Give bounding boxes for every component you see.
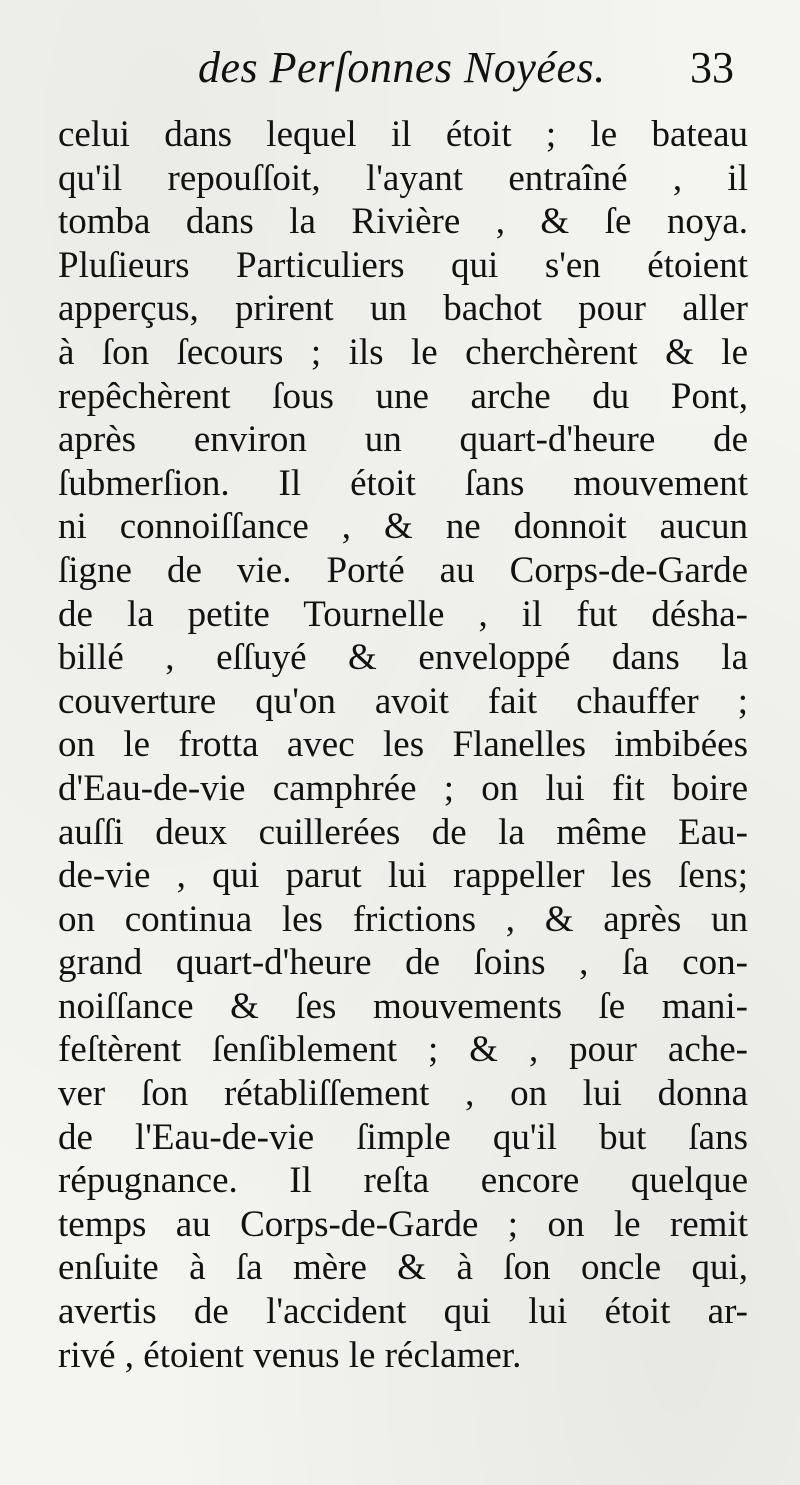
text-line: temps au Corps-de-Garde ; on le remit	[58, 1203, 748, 1245]
text-line: rivé , étoient venus le réclamer.	[58, 1334, 522, 1376]
text-line: billé , eſſuyé & enveloppé dans la	[58, 637, 748, 679]
text-line: ſigne de vie. Porté au Corps-de-Garde	[58, 549, 748, 591]
text-line: apperçus, prirent un bachot pour aller	[58, 288, 748, 330]
page-header	[0, 42, 800, 102]
text-line: celui dans lequel il étoit ; le bateau	[58, 114, 748, 155]
text-line: grand quart-d'heure de ſoins , ſa con-	[58, 942, 748, 984]
running-title: des Perſonnes Noyées.	[198, 43, 606, 92]
text-line: ni connoiſſance , & ne donnoit aucun	[58, 506, 748, 548]
text-line: à ſon ſecours ; ils le cherchèrent & le	[58, 331, 748, 373]
text-line: ſubmerſion. Il étoit ſans mouvement	[58, 462, 748, 504]
text-line: on le frotta avec les Flanelles imbibées	[58, 724, 748, 766]
text-line: avertis de l'accident qui lui étoit ar-	[58, 1291, 748, 1333]
text-line: répugnance. Il reſta encore quelque	[58, 1160, 748, 1202]
text-line: repêchèrent ſous une arche du Pont,	[58, 375, 748, 417]
text-line: de la petite Tournelle , il fut désha-	[58, 593, 748, 635]
text-line: ver ſon rétabliſſement , on lui donna	[58, 1073, 748, 1115]
text-line: d'Eau-de-vie camphrée ; on lui fit boire	[58, 767, 748, 809]
text-line: noiſſance & ſes mouvements ſe mani-	[58, 985, 748, 1027]
text-line: après environ un quart-d'heure de	[58, 419, 748, 461]
text-line: Pluſieurs Particuliers qui s'en étoient	[58, 244, 748, 286]
text-line: feſtèrent ſenſiblement ; & , pour ache-	[58, 1029, 748, 1071]
text-line: qu'il repouſſoit, l'ayant entraîné , il	[58, 157, 748, 199]
text-line: auſſi deux cuillerées de la même Eau-	[58, 811, 748, 853]
text-line: de-vie , qui parut lui rappeller les ſens;	[58, 855, 748, 897]
text-line: couverture qu'on avoit fait chauffer ;	[58, 680, 748, 722]
page-number: 33	[690, 43, 734, 92]
text-line: tomba dans la Rivière , & ſe noya.	[58, 201, 748, 243]
body-text	[58, 113, 748, 1377]
text-line: on continua les frictions , & après un	[58, 898, 748, 940]
text-line: de l'Eau-de-vie ſimple qu'il but ſans	[58, 1116, 748, 1158]
text-line: enſuite à ſa mère & à ſon oncle qui,	[58, 1247, 748, 1289]
